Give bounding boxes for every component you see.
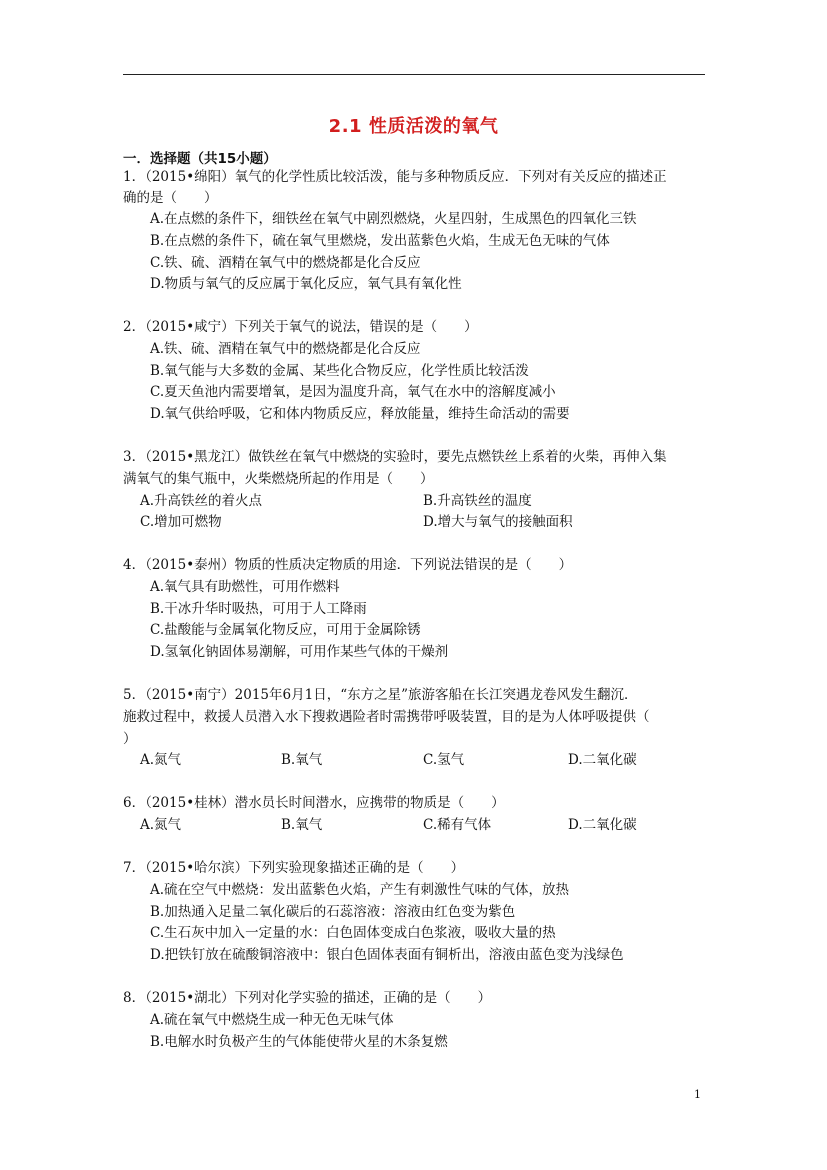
question-1-stem-line-2: 确的是（ ） bbox=[123, 190, 218, 206]
question-2-option-c: C.夏天鱼池内需要增氧，是因为温度升高，氧气在水中的溶解度减小 bbox=[150, 384, 556, 400]
question-7-option-d: D.把铁钉放在硫酸铜溶液中：银白色固体表面有铜析出，溶液由蓝色变为浅绿色 bbox=[150, 947, 624, 963]
question-5-option-d: D.二氧化碳 bbox=[568, 752, 637, 768]
section-heading: 一．选择题（共15小题） bbox=[123, 151, 277, 167]
question-1-option-a: A.在点燃的条件下，细铁丝在氧气中剧烈燃烧，火星四射，生成黑色的四氧化三铁 bbox=[150, 211, 637, 227]
question-7-option-a: A.硫在空气中燃烧：发出蓝紫色火焰，产生有刺激性气味的气体，放热 bbox=[150, 882, 570, 898]
question-6-option-c: C.稀有气体 bbox=[423, 817, 492, 833]
question-5-option-a: A.氮气 bbox=[140, 752, 182, 768]
header-rule bbox=[123, 74, 705, 75]
question-5-stem-line-2: 施救过程中，救援人员潜入水下搜救遇险者时需携带呼吸装置，目的是为人体呼吸提供（ bbox=[123, 709, 650, 725]
question-4-option-c: C.盐酸能与金属氧化物反应，可用于金属除锈 bbox=[150, 622, 421, 638]
question-4-option-a: A.氧气具有助燃性，可用作燃料 bbox=[150, 579, 340, 595]
question-8-option-a: A.硫在氧气中燃烧生成一种无色无味气体 bbox=[150, 1012, 394, 1028]
page-number: 1 bbox=[694, 1088, 701, 1101]
question-7-option-c: C.生石灰中加入一定量的水：白色固体变成白色浆液，吸收大量的热 bbox=[150, 925, 556, 941]
question-6-option-d: D.二氧化碳 bbox=[568, 817, 637, 833]
question-5-stem-line-1: 5．（2015•南宁）2015年6月1日，“东方之星”旅游客船在长江突遇龙卷风发生翻沉． bbox=[123, 687, 638, 703]
question-3-option-d: D.增大与氧气的接触面积 bbox=[423, 514, 573, 530]
question-3-stem-line-2: 满氧气的集气瓶中，火柴燃烧所起的作用是（ ） bbox=[123, 471, 434, 487]
question-8-option-b: B.电解水时负极产生的气体能使带火星的木条复燃 bbox=[150, 1034, 448, 1050]
question-1-option-c: C.铁、硫、酒精在氧气中的燃烧都是化合反应 bbox=[150, 255, 421, 271]
question-7-option-b: B.加热通入足量二氧化碳后的石蕊溶液：溶液由红色变为紫色 bbox=[150, 904, 516, 920]
question-3-option-c: C.增加可燃物 bbox=[140, 514, 222, 530]
question-2-stem: 2．（2015•咸宁）下列关于氧气的说法，错误的是（ ） bbox=[123, 319, 478, 335]
question-3-option-b: B.升高铁丝的温度 bbox=[423, 493, 532, 509]
question-4-option-b: B.干冰升华时吸热，可用于人工降雨 bbox=[150, 601, 367, 617]
question-3-option-a: A.升高铁丝的着火点 bbox=[140, 493, 263, 509]
question-6-option-a: A.氮气 bbox=[140, 817, 182, 833]
question-7-stem: 7．（2015•哈尔滨）下列实验现象描述正确的是（ ） bbox=[123, 860, 465, 876]
question-1-option-d: D.物质与氧气的反应属于氧化反应，氧气具有氧化性 bbox=[150, 276, 462, 292]
question-1-option-b: B.在点燃的条件下，硫在氧气里燃烧，发出蓝紫色火焰，生成无色无味的气体 bbox=[150, 233, 610, 249]
question-2-option-d: D.氧气供给呼吸，它和体内物质反应，释放能量，维持生命活动的需要 bbox=[150, 406, 570, 422]
question-6-option-b: B.氧气 bbox=[281, 817, 323, 833]
question-4-stem: 4．（2015•泰州）物质的性质决定物质的用途．下列说法错误的是（ ） bbox=[123, 557, 573, 573]
question-5-stem-line-3: ） bbox=[123, 731, 137, 747]
question-2-option-b: B.氧气能与大多数的金属、某些化合物反应，化学性质比较活泼 bbox=[150, 363, 529, 379]
question-1-stem-line-1: 1．（2015•绵阳）氧气的化学性质比较活泼，能与多种物质反应．下列对有关反应的描述正 bbox=[123, 169, 667, 185]
question-5-option-c: C.氢气 bbox=[423, 752, 465, 768]
question-8-stem: 8．（2015•湖北）下列对化学实验的描述，正确的是（ ） bbox=[123, 990, 492, 1006]
question-2-option-a: A.铁、硫、酒精在氧气中的燃烧都是化合反应 bbox=[150, 341, 421, 357]
question-5-option-b: B.氧气 bbox=[281, 752, 323, 768]
question-6-stem: 6．（2015•桂林）潜水员长时间潜水，应携带的物质是（ ） bbox=[123, 795, 505, 811]
page-title: 2.1 性质活泼的氧气 bbox=[328, 116, 499, 137]
question-3-stem-line-1: 3．（2015•黑龙江）做铁丝在氧气中燃烧的实验时，要先点燃铁丝上系着的火柴，再伸入集 bbox=[123, 449, 667, 465]
question-4-option-d: D.氢氧化钠固体易潮解，可用作某些气体的干燥剂 bbox=[150, 644, 449, 660]
